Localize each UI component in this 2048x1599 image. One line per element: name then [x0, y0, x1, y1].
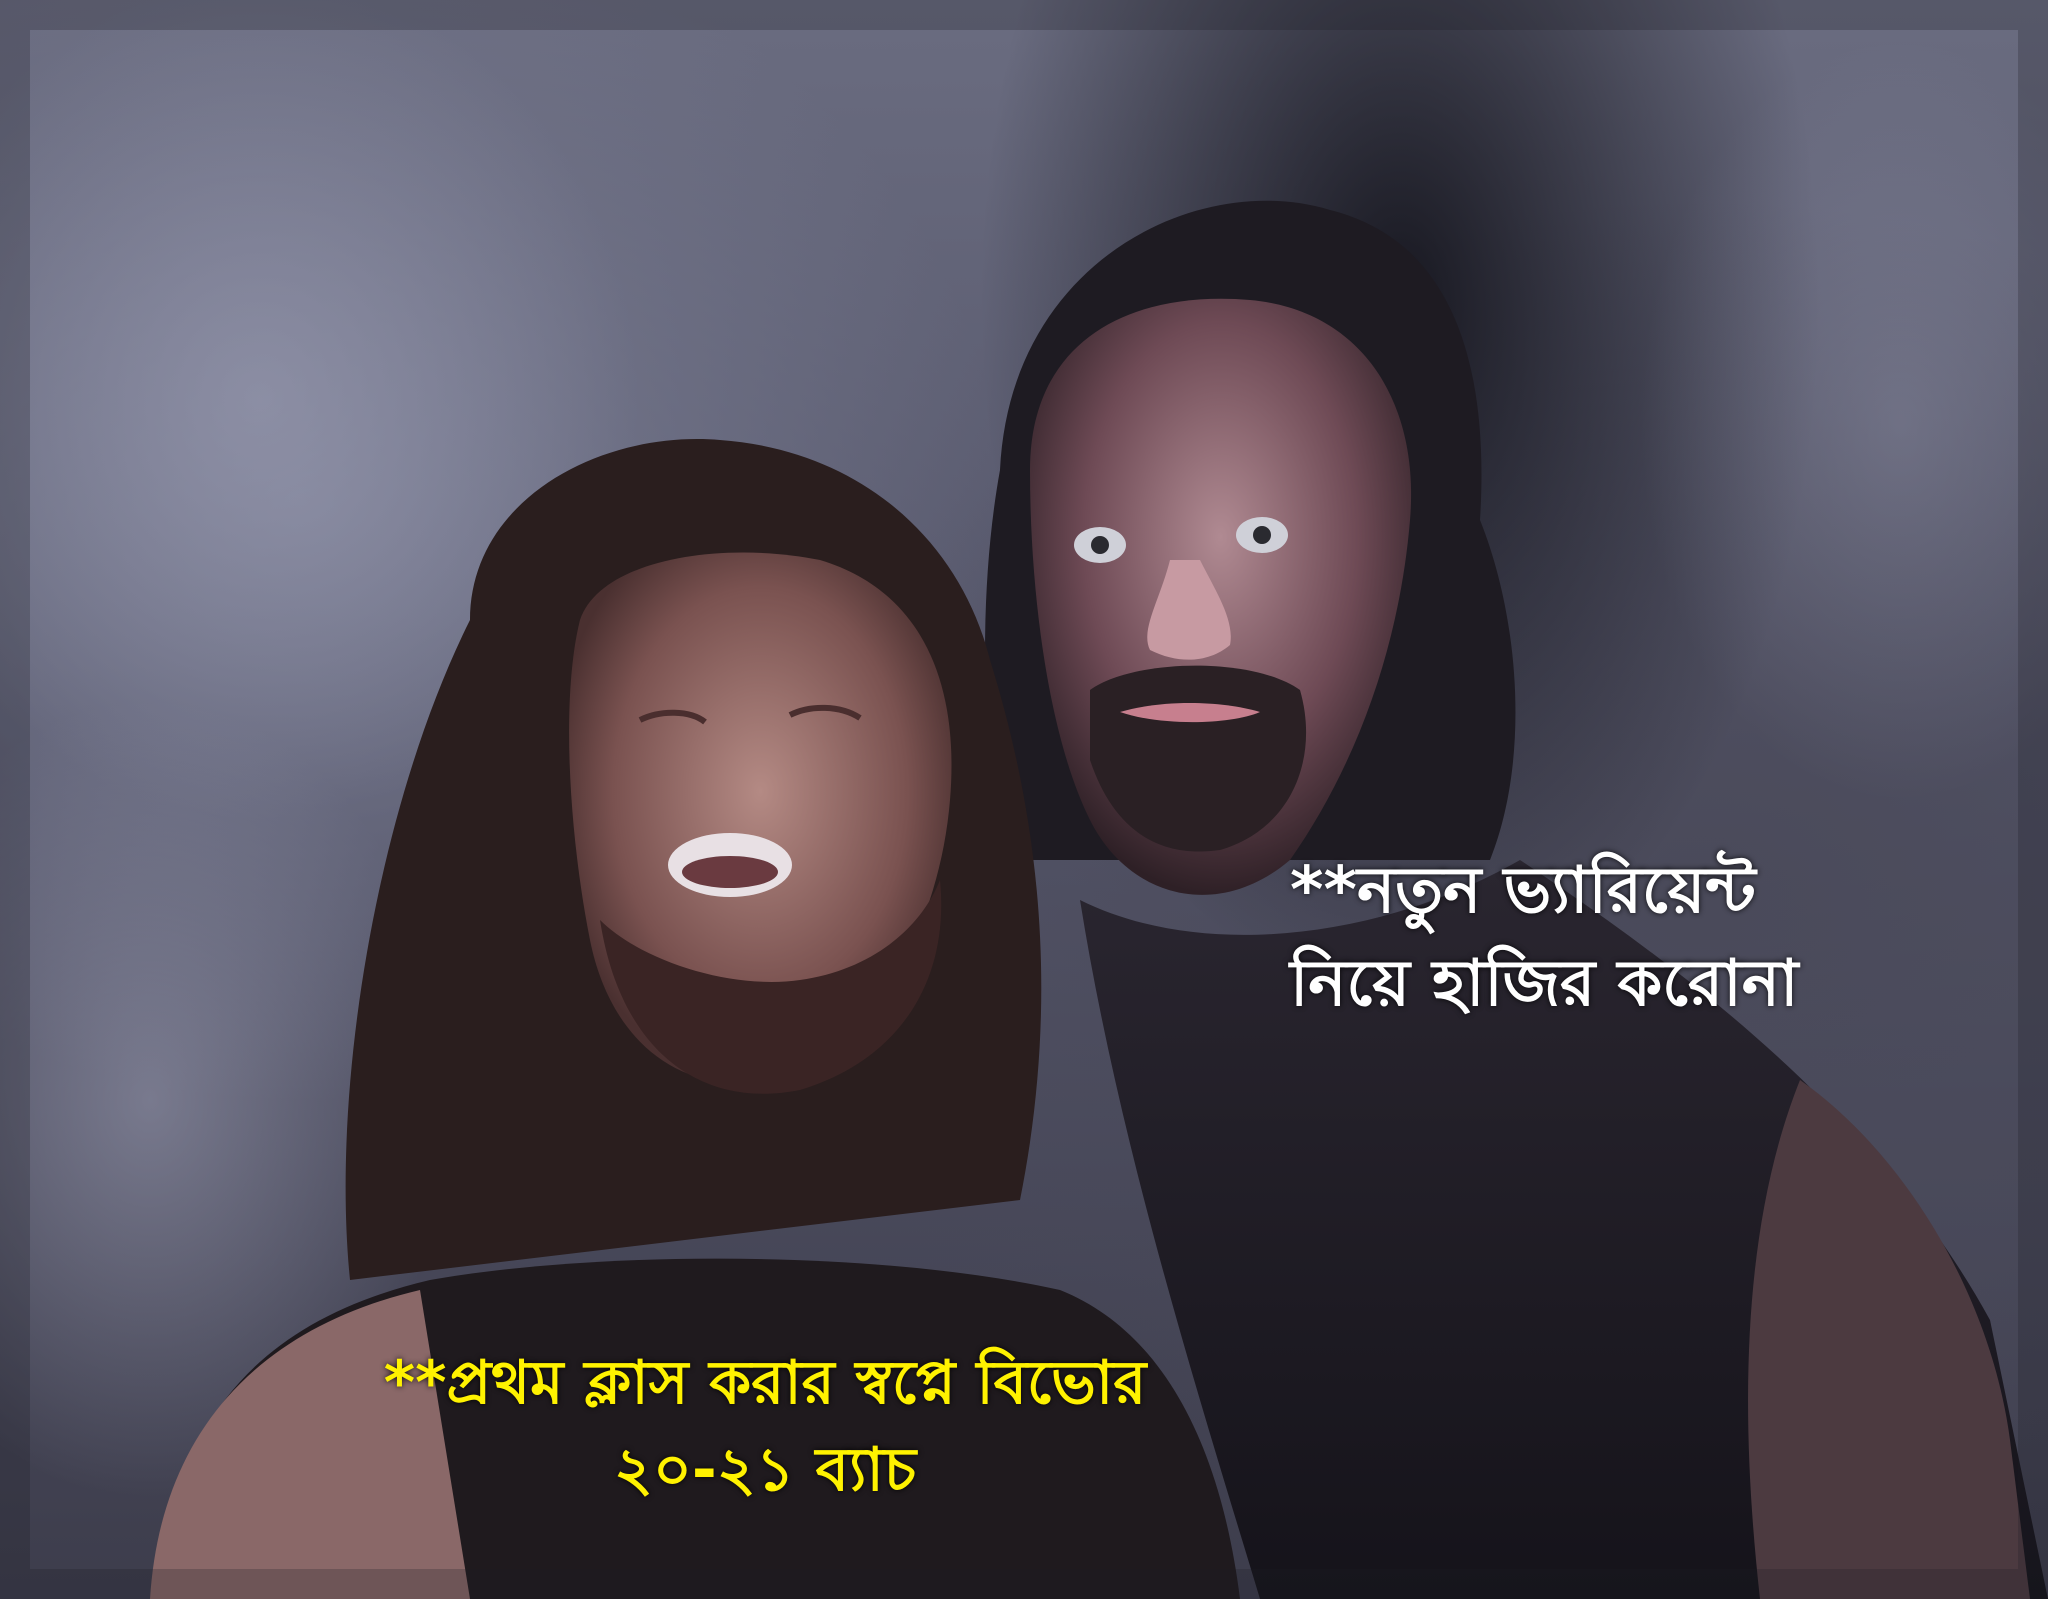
- fog-right: [1640, 40, 2048, 800]
- left-figure-mouth-inner: [682, 856, 778, 888]
- caption-bottom-line-1: **প্রথম ক্লাস করার স্বপ্নে বিভোর: [383, 1348, 1147, 1418]
- caption-right-line-2: নিয়ে হাজির করোনা: [1290, 946, 1799, 1021]
- right-figure-right-pupil: [1253, 526, 1271, 544]
- right-figure-left-pupil: [1091, 536, 1109, 554]
- caption-new-variant: [1290, 845, 1950, 1031]
- caption-bottom-line-2: ২০-২১ ব্যাচ: [613, 1435, 917, 1505]
- caption-first-class-batch: [250, 1340, 1280, 1514]
- caption-right-line-1: **নতুন ভ্যারিয়েন্ট: [1290, 854, 1756, 928]
